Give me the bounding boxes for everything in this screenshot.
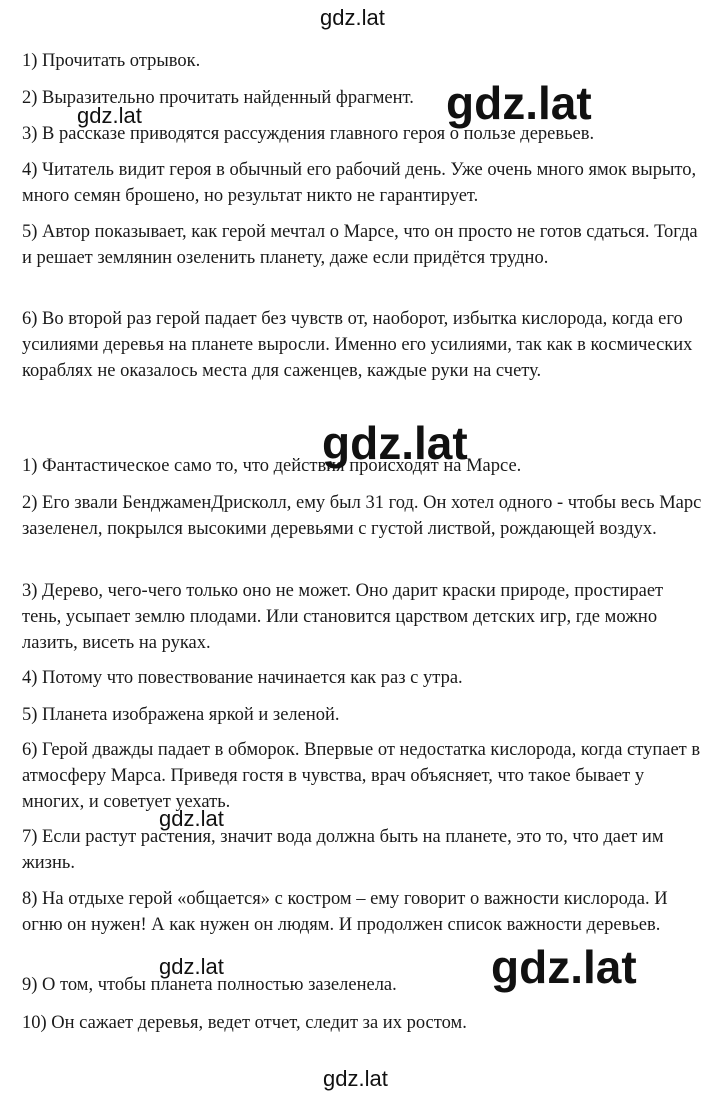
watermark-big-2: gdz.lat [322, 417, 468, 469]
section2-item-6: 6) Герой дважды падает в обморок. Впервые от недостатка кислорода, когда ступает в атмосферу Марса. Приведя гостя в чувства, врач объясняет, что такое бывает у многих, и советует уехать. [22, 740, 701, 812]
section2-item-10: 10) Он сажает деревья, ведет отчет, следит за их ростом. [22, 1013, 467, 1033]
watermark-top: gdz.lat [320, 5, 385, 30]
watermark-small-1: gdz.lat [77, 103, 142, 128]
watermark-big-1: gdz.lat [446, 77, 592, 129]
watermark-small-2: gdz.lat [159, 806, 224, 831]
section2-item-8: 8) На отдыхе герой «общается» с костром – ему говорит о важности кислорода. И огню он нужен! А как нужен он людям. И продолжен список важности деревьев. [22, 889, 668, 935]
section2-item-4: 4) Потому что повествование начинается как раз с утра. [22, 668, 463, 688]
section2-item-3: 3) Дерево, чего-чего только оно не может. Оно дарит краски природе, простирает тень, усыпает землю плодами. Или становится царством детских игр, где можно лазить, висеть на руках. [22, 581, 664, 653]
watermark-big-3: gdz.lat [491, 941, 637, 993]
section2-item-9: 9) О том, чтобы планета полностью зазеленела. [22, 975, 397, 995]
watermark-bottom: gdz.lat [323, 1066, 388, 1091]
section2-item-2: 2) Его звали БенджаменДрисколл, ему был 31 год. Он хотел одного - чтобы весь Марс зазеленел, покрылся высокими деревьями с густой листвой, рождающей воздух. [22, 493, 702, 539]
section1-item-1: 1) Прочитать отрывок. [22, 51, 201, 71]
section2-item-5: 5) Планета изображена яркой и зеленой. [22, 705, 340, 725]
section2-item-7: 7) Если растут растения, значит вода должна быть на планете, это то, что дает им жизнь. [22, 827, 664, 873]
section1-item-6: 6) Во второй раз герой падает без чувств от, наоборот, избытка кислорода, когда его усилиями деревья на планете выросли. Именно его усилиями, так как в космических кораблях не оказалось места для саженцев, каждые руки на счету. [22, 309, 693, 381]
section1-item-2: 2) Выразительно прочитать найденный фрагмент. [22, 88, 414, 108]
section1-item-4: 4) Читатель видит героя в обычный его рабочий день. Уже очень много ямок вырыто, много семян брошено, но результат никто не гарантирует. [22, 160, 697, 206]
section1-item-3: 3) В рассказе приводятся рассуждения главного героя о пользе деревьев. [22, 124, 595, 144]
section1-item-5: 5) Автор показывает, как герой мечтал о Марсе, что он просто не готов сдаться. Тогда и решает землянин озеленить планету, даже если придётся трудно. [22, 222, 698, 268]
watermark-small-3: gdz.lat [159, 954, 224, 979]
section2-item-1: 1) Фантастическое само то, что действия происходят на Марсе. [22, 456, 522, 476]
